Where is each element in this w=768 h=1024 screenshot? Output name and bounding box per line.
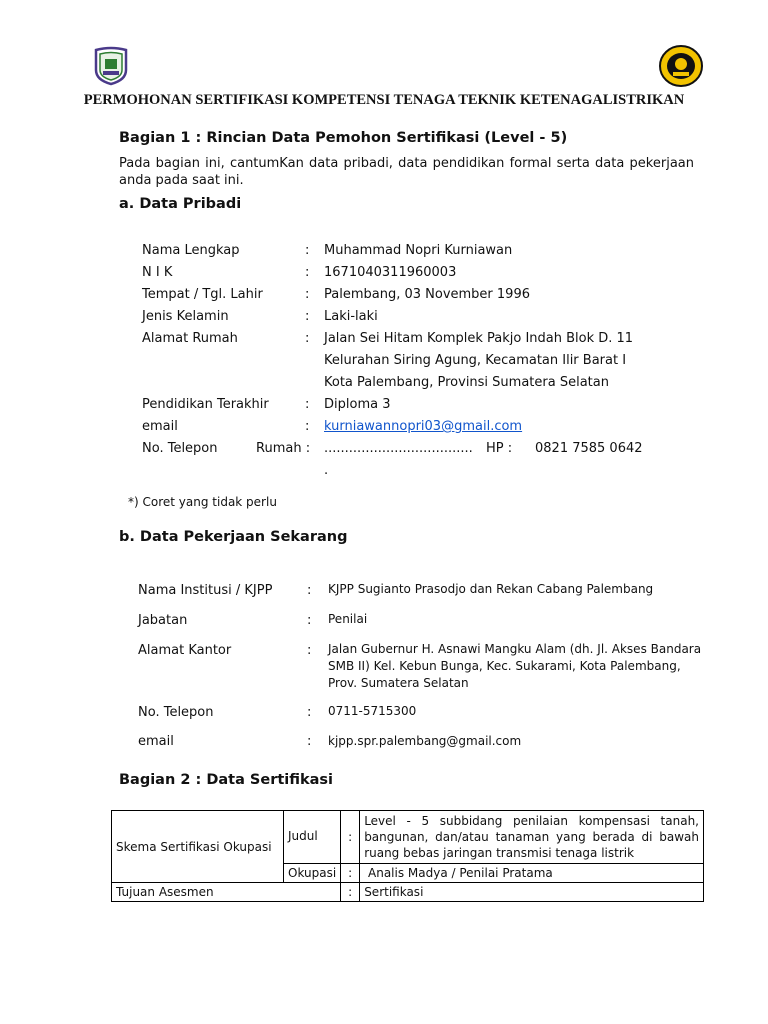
email-colon: : <box>305 419 310 434</box>
personal-data-heading: a. Data Pribadi <box>119 196 242 212</box>
gender-value: Laki-laki <box>324 309 378 324</box>
footnote: *) Coret yang tidak perlu <box>128 495 277 509</box>
email-label: email <box>142 419 178 434</box>
job-phone-value: 0711-5715300 <box>328 704 417 718</box>
institution-shield-logo <box>92 46 130 86</box>
title-label: Judul <box>284 811 341 864</box>
address-line-1: Jalan Sei Hitam Komplek Pakjo Indah Blok D. 11 <box>324 331 634 346</box>
trailing-dot: . <box>324 463 329 478</box>
education-label: Pendidikan Terakhir <box>142 397 269 412</box>
gender-colon: : <box>305 309 310 324</box>
nik-colon: : <box>305 265 310 280</box>
address-colon: : <box>305 331 310 346</box>
education-value: Diploma 3 <box>324 397 391 412</box>
occupation-value: Analis Madya / Penilai Pratama <box>360 864 704 883</box>
part1-intro: Pada bagian ini, cantumKan data pribadi, data pendidikan formal serta data pekerjaan anda pada saat ini. <box>119 156 694 188</box>
name-value: Muhammad Nopri Kurniawan <box>324 243 513 258</box>
job-email-colon: : <box>307 734 312 749</box>
occupation-colon: : <box>341 864 360 883</box>
part2-heading: Bagian 2 : Data Sertifikasi <box>119 772 334 788</box>
purpose-label: Tujuan Asesmen <box>112 883 341 902</box>
birth-colon: : <box>305 287 310 302</box>
occupation-label: Okupasi <box>284 864 341 883</box>
certification-table <box>111 810 704 902</box>
nik-label: N I K <box>142 265 173 280</box>
name-label: Nama Lengkap <box>142 243 240 258</box>
job-email-value: kjpp.spr.palembang@gmail.com <box>328 734 522 748</box>
ministry-emblem-logo <box>658 44 704 88</box>
job-phone-colon: : <box>307 705 312 720</box>
scheme-label: Skema Sertifikasi Okupasi <box>112 811 284 883</box>
institution-label: Nama Institusi / KJPP <box>138 583 273 598</box>
birth-label: Tempat / Tgl. Lahir <box>142 287 263 302</box>
title-value: Level - 5 subbidang penilaian kompensasi tanah, bangunan, dan/atau tanaman yang berada di bawah ruang bebas jaringan transmisi tenaga listrik <box>360 811 704 864</box>
hp-value: 0821 7585 0642 <box>535 441 643 456</box>
position-label: Jabatan <box>138 613 188 628</box>
nik-value: 1671040311960003 <box>324 265 457 280</box>
name-colon: : <box>305 243 310 258</box>
gender-label: Jenis Kelamin <box>142 309 229 324</box>
address-label: Alamat Rumah <box>142 331 238 346</box>
email-link[interactable]: kurniawannopri03@gmail.com <box>324 419 523 434</box>
job-phone-label: No. Telepon <box>138 705 214 720</box>
purpose-value: Sertifikasi <box>360 883 704 902</box>
education-colon: : <box>305 397 310 412</box>
address-line-2: Kelurahan Siring Agung, Kecamatan Ilir Barat I <box>324 353 627 368</box>
birth-value: Palembang, 03 November 1996 <box>324 287 530 302</box>
purpose-colon: : <box>341 883 360 902</box>
institution-colon: : <box>307 583 312 598</box>
job-data-heading: b. Data Pekerjaan Sekarang <box>119 529 348 545</box>
office-address-colon: : <box>307 643 312 658</box>
address-line-3: Kota Palembang, Provinsi Sumatera Selatan <box>324 375 609 390</box>
part1-heading: Bagian 1 : Rincian Data Pemohon Sertifikasi (Level - 5) <box>119 130 568 146</box>
position-value: Penilai <box>328 612 368 626</box>
office-address-label: Alamat Kantor <box>138 643 232 658</box>
home-phone-value: .................................... <box>324 441 473 456</box>
document-title: PERMOHONAN SERTIFIKASI KOMPETENSI TENAGA TEKNIK KETENAGALISTRIKAN <box>83 92 685 108</box>
title-colon: : <box>341 811 360 864</box>
hp-label: HP : <box>486 441 513 456</box>
institution-value: KJPP Sugianto Prasodjo dan Rekan Cabang Palembang <box>328 582 654 596</box>
home-phone-label: Rumah : <box>256 441 311 456</box>
phone-label: No. Telepon <box>142 441 218 456</box>
position-colon: : <box>307 613 312 628</box>
job-email-label: email <box>138 734 174 749</box>
office-address-value: Jalan Gubernur H. Asnawi Mangku Alam (dh. Jl. Akses Bandara SMB II) Kel. Kebun Bunga, Kec. Sukarami, Kota Palembang, Prov. Sumatera Selatan <box>328 642 702 690</box>
